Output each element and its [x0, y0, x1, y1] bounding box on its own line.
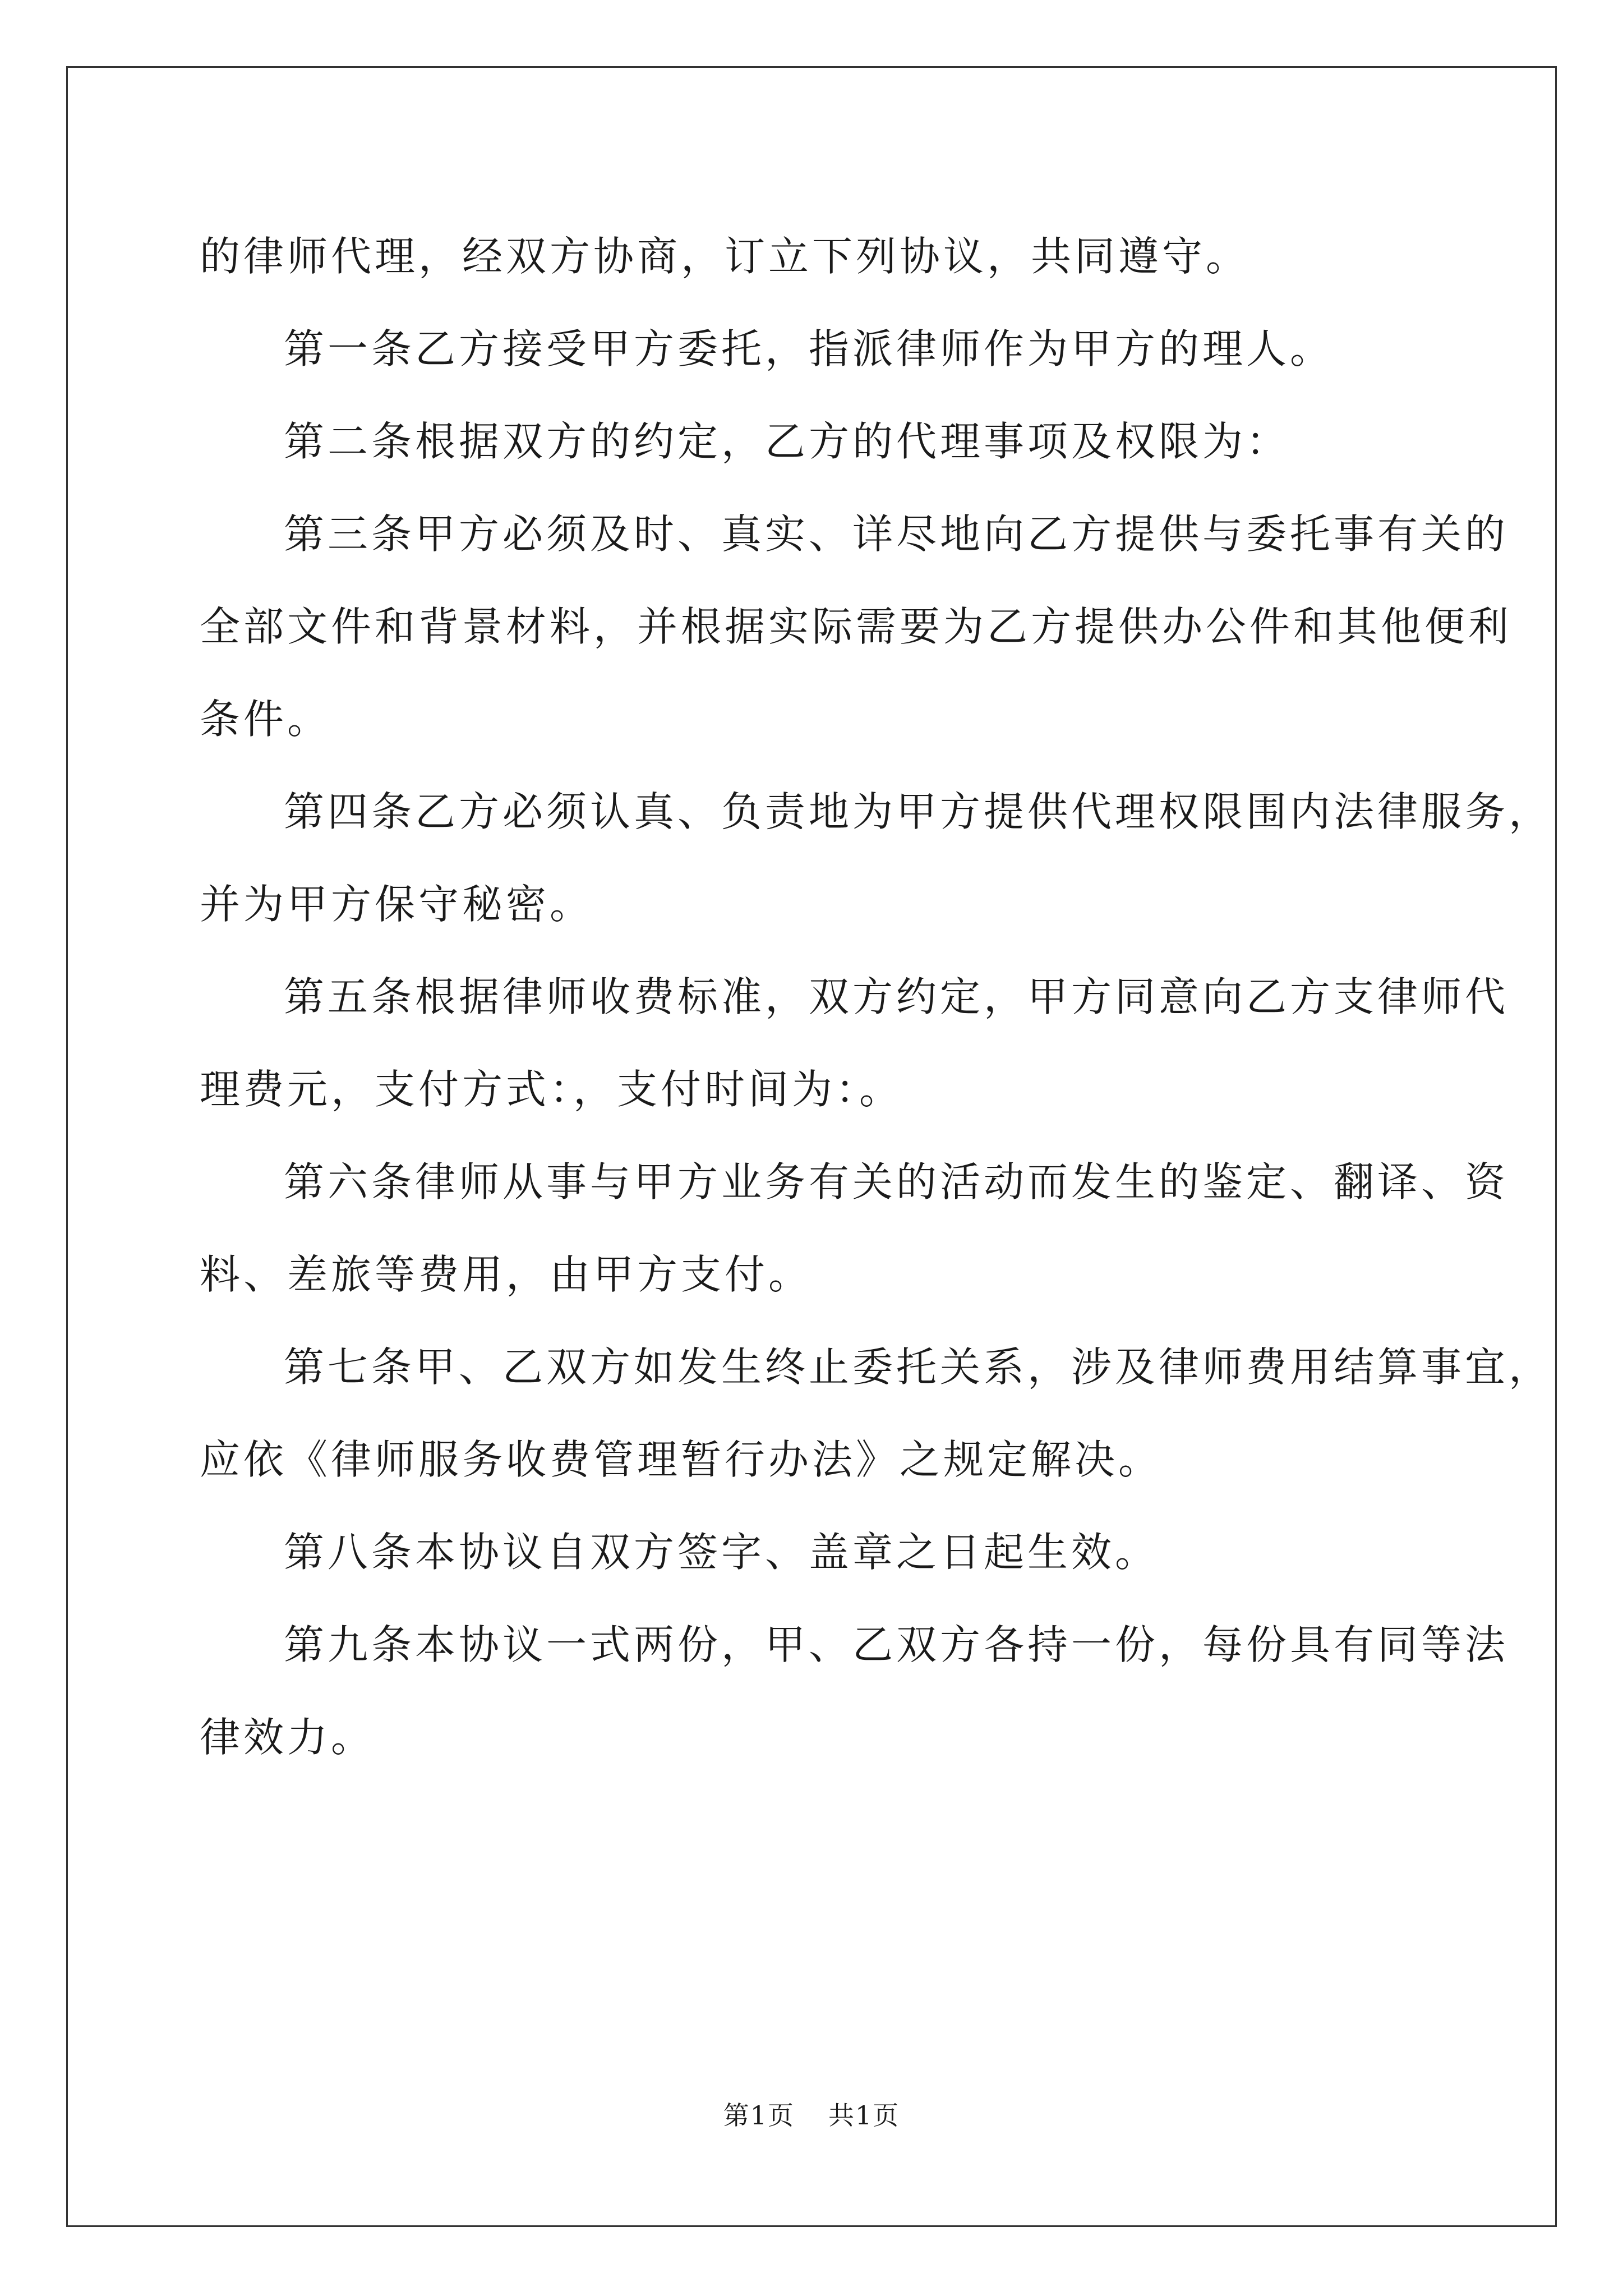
text-line: 第五条根据律师收费标准，双方约定，甲方同意向乙方支律师代 [284, 973, 1509, 1020]
page-number: 第1页 [723, 2100, 795, 2131]
text-line: 全部文件和背景材料，并根据实际需要为乙方提供办公件和其他便利 [200, 603, 1513, 650]
text-line: 第八条本协议自双方签字、盖章之日起生效。 [284, 1529, 1159, 1576]
text-line: 理费元，支付方式：，支付时间为：。 [200, 1066, 903, 1113]
text-line: 第九条本协议一式两份，甲、乙双方各持一份，每份具有同等法 [284, 1621, 1509, 1668]
document-body [200, 210, 1553, 1784]
text-line: 并为甲方保守秘密。 [200, 881, 594, 928]
text-line: 第一条乙方接受甲方委托，指派律师作为甲方的理人。 [284, 325, 1334, 372]
text-line: 第四条乙方必须认真、负责地为甲方提供代理权限围内法律服务， [284, 788, 1553, 835]
text-line: 第三条甲方必须及时、真实、详尽地向乙方提供与委托事有关的 [284, 510, 1509, 558]
page-total: 共1页 [828, 2100, 900, 2131]
text-line: 应依《律师服务收费管理暂行办法》之规定解决。 [200, 1436, 1163, 1483]
text-line: 第七条甲、乙双方如发生终止委托关系，涉及律师费用结算事宜， [284, 1343, 1553, 1391]
text-line: 第二条根据双方的约定，乙方的代理事项及权限为： [284, 418, 1290, 465]
page-footer [0, 2095, 1623, 2132]
text-line: 第六条律师从事与甲方业务有关的活动而发生的鉴定、翻译、资 [284, 1158, 1509, 1205]
text-line: 料、差旅等费用，由甲方支付。 [200, 1251, 813, 1298]
text-line: 条件。 [200, 696, 331, 743]
text-line: 的律师代理，经双方协商，订立下列协议，共同遵守。 [200, 233, 1250, 280]
text-line: 律效力。 [200, 1714, 375, 1761]
